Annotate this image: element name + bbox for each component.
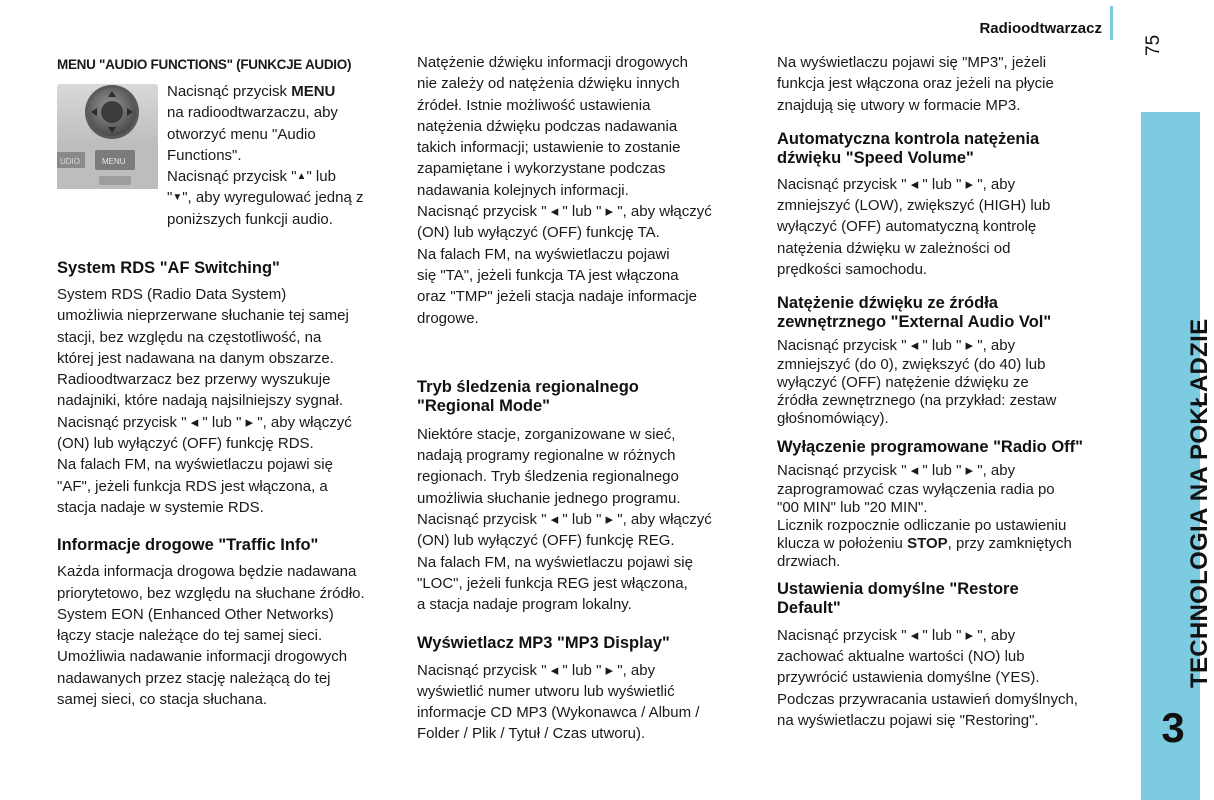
mp3-display-heading: Wyświetlacz MP3 "MP3 Display": [417, 633, 670, 652]
chapter-title: TECHNOLOGIA NA POKŁADZIE: [1186, 318, 1213, 688]
column-1: [57, 52, 397, 710]
menu-key-name: MENU: [291, 83, 336, 100]
radio-control-panel-image: [57, 84, 158, 189]
rds-body: System RDS (Radio Data System) umożliwia nieprzerwane słuchanie tej samej stacji, bez względu na częstotliwość, na której jest nadawana na danym obszarze. Radioodtwarzacz bez przerwy wyszukuje nadajniki, które nadają najsilniejszy sygnał. Nacisnąć przycisk " ◂ " lub " ▸ ", aby włączyć (ON) lub wyłączyć (OFF) funkcję RDS. Na falach FM, na wyświetlaczu pojawi się "AF", jeżeli funkcja RDS jest włączona, a stacja nadaje w systemie RDS.: [57, 286, 352, 516]
column-3: [777, 52, 1117, 731]
restore-default-body: Nacisnąć przycisk " ◂ " lub " ▸ ", aby zachować aktualne wartości (NO) lub przywrócić ustawienia domyślne (YES). Podczas przywracania ustawień domyślnych, na wyświetlaczu pojawi się "Restoring".: [777, 626, 1078, 729]
header-accent-bar: [1110, 6, 1113, 40]
traffic-info-body: Każda informacja drogowa będzie nadawana priorytetowo, bez względu na słuchane źródło. System EON (Enhanced Other Networks) łączy stacje należące do tej samej sieci. Umożliwia nadawanie informacji drogowych nadawanych przez stację należącą do tej samej sieci, co stacja słuchana.: [57, 563, 365, 709]
regional-mode-heading: Tryb śledzenia regionalnego "Regional Mode": [417, 377, 639, 415]
traffic-info-heading: Informacje drogowe "Traffic Info": [57, 536, 319, 555]
menu-intro: [57, 54, 397, 228]
menu-heading: MENU "AUDIO FUNCTIONS" (FUNKCJE AUDIO): [57, 57, 352, 72]
speed-volume-heading: Automatyczna kontrola natężenia dźwięku "Speed Volume": [777, 129, 1040, 167]
up-arrow-icon: ▲: [296, 170, 307, 182]
section-title: Radioodtwarzacz: [979, 20, 1102, 37]
radio-off-body: Nacisnąć przycisk " ◂ " lub " ▸ ", aby zaprogramować czas wyłączenia radia po "00 MIN" lub "20 MIN". Licznik rozpocznie odliczanie po ustawieniu klucza w położeniu STOP, przy zamkniętych drzwiach.: [777, 462, 1072, 571]
mp3-display-continued: Na wyświetlaczu pojawi się "MP3", jeżeli funkcja jest włączona oraz jeżeli na płycie znajdują się utwory w formacie MP3.: [777, 54, 1054, 114]
external-audio-body: Nacisnąć przycisk " ◂ " lub " ▸ ", aby zmniejszyć (do 0), zwiększyć (do 40) lub wyłączyć (OFF) natężenie dźwięku ze źródła zewnętrznego (na przykład: zestaw głośnomówiący).: [777, 337, 1057, 428]
down-arrow-icon: ▼: [172, 191, 183, 203]
column-2: [417, 52, 757, 745]
traffic-volume-body: Natężenie dźwięku informacji drogowych nie zależy od natężenia dźwięku innych źródeł. Istnie możliwość ustawienia natężenia dźwięku podczas nadawania takich informacji; ustawienie to zostanie zapamiętane i wykorzystane podczas nadawania kolejnych informacji. Nacisnąć przycisk " ◂ " lub " ▸ ", aby włączyć (ON) lub wyłączyć (OFF) funkcję TA. Na falach FM, na wyświetlaczu pojawi się "TA", jeżeli funkcja TA jest włączona oraz "TMP" jeżeli stacja nadaje informacje drogowe.: [417, 54, 712, 327]
mp3-display-body: Nacisnąć przycisk " ◂ " lub " ▸ ", aby wyświetlić numer utworu lub wyświetlić informacje CD MP3 (Wykonawca / Album / Folder / Plik / Tytuł / Czas utworu).: [417, 661, 700, 743]
menu-intro-text: Nacisnąć przycisk MENU na radioodtwarzaczu, aby otworzyć menu "Audio Functions". Nacisnąć przycisk "▲" lub "▼", aby wyregulować jedną z poniższych funkcji audio.: [167, 83, 364, 228]
radio-off-heading: Wyłączenie programowane "Radio Off": [777, 438, 1083, 457]
rds-heading: System RDS "AF Switching": [57, 259, 280, 277]
restore-default-heading: Ustawienia domyślne "Restore Default": [777, 579, 1019, 617]
page-number: 75: [1143, 34, 1164, 56]
menu-key-label: MENU: [102, 157, 126, 166]
chapter-number: 3: [1161, 704, 1185, 751]
external-audio-heading: Natężenie dźwięku ze źródła zewnętrznego "External Audio Vol": [777, 294, 1052, 332]
speed-volume-body: Nacisnąć przycisk " ◂ " lub " ▸ ", aby zmniejszyć (LOW), zwiększyć (HIGH) lub wyłączyć (OFF) automatyczną kontrolę natężenia dźwięku w zależności od prędkości samochodu.: [777, 175, 1051, 279]
audio-key-label: UDIO: [60, 157, 80, 166]
regional-mode-body: Niektóre stacje, zorganizowane w sieć, nadają programy regionalne w różnych regionach. Tryb śledzenia regionalnego umożliwia słuchanie jednego programu. Nacisnąć przycisk " ◂ " lub " ▸ ", aby włączyć (ON) lub wyłączyć (OFF) funkcję REG. Na falach FM, na wyświetlaczu pojawi się "LOC", jeżeli funkcja REG jest włączona, a stacja nadaje program lokalny.: [417, 425, 712, 614]
stop-key-name: STOP: [907, 535, 948, 553]
